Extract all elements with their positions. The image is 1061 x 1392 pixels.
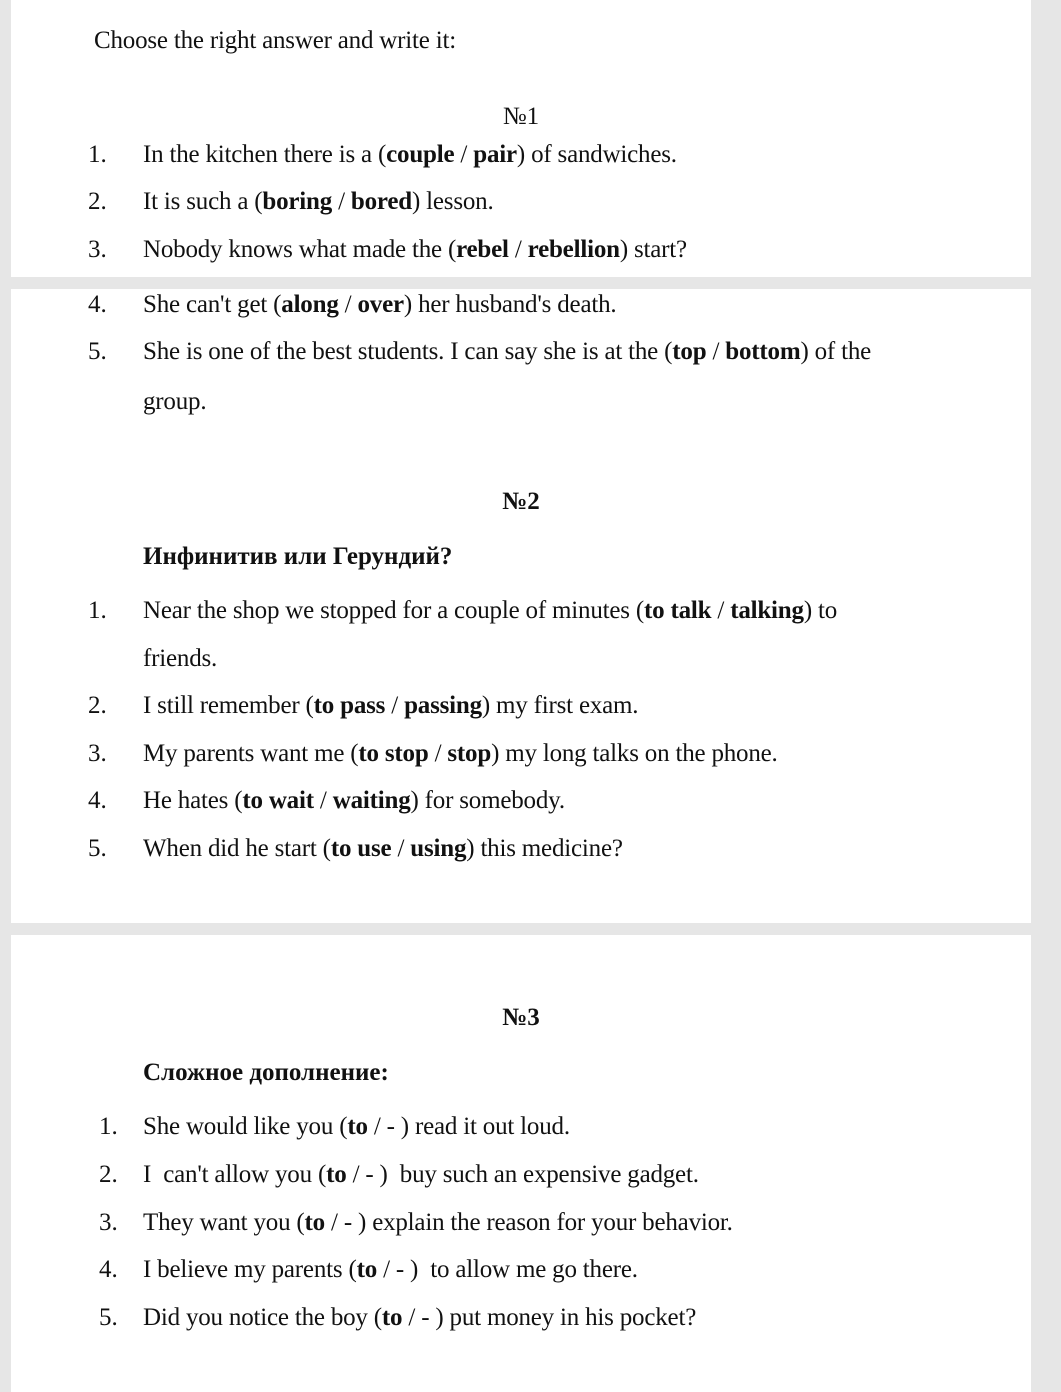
item-number: 4. — [99, 1256, 118, 1283]
page-panel-3 — [11, 935, 1031, 1392]
item-text: It is such a (boring / bored) lesson. — [143, 188, 494, 215]
item-text: She would like you (to / - ) read it out loud. — [143, 1113, 570, 1140]
item-text: Nobody knows what made the (rebel / rebellion) start? — [143, 236, 687, 263]
item-number: 1. — [99, 1113, 118, 1140]
item-text: I believe my parents (to / - ) to allow me go there. — [143, 1256, 638, 1283]
item-number: 5. — [88, 338, 107, 365]
section-3-heading: Сложное дополнение: — [143, 1059, 389, 1086]
item-text: She is one of the best students. I can say she is at the (top / bottom) of the — [143, 338, 872, 365]
item-number: 2. — [99, 1161, 118, 1188]
item-number: 4. — [88, 787, 107, 814]
item-text-continued: group. — [143, 388, 207, 415]
item-number: 2. — [88, 692, 107, 719]
page-panel-1 — [11, 0, 1031, 277]
page-panel-2 — [11, 289, 1031, 923]
item-text: He hates (to wait / waiting) for somebody. — [143, 787, 565, 814]
item-text: Near the shop we stopped for a couple of minutes (to talk / talking) to — [143, 597, 838, 624]
item-text: In the kitchen there is a (couple / pair) of sandwiches. — [143, 141, 677, 168]
item-number: 5. — [88, 835, 107, 862]
item-text: I can't allow you (to / - ) buy such an expensive gadget. — [143, 1161, 699, 1188]
item-text: My parents want me (to stop / stop) my long talks on the phone. — [143, 740, 778, 767]
item-text: She can't get (along / over) her husband's death. — [143, 291, 617, 318]
section-2-title: №2 — [502, 488, 540, 515]
item-text: When did he start (to use / using) this medicine? — [143, 835, 623, 862]
section-2-heading: Инфинитив или Герундий? — [143, 543, 453, 570]
item-number: 4. — [88, 291, 107, 318]
item-number: 3. — [88, 740, 107, 767]
section-3-title: №3 — [502, 1004, 540, 1031]
instruction-text: Choose the right answer and write it: — [94, 27, 456, 54]
item-text: I still remember (to pass / passing) my first exam. — [143, 692, 639, 719]
item-number: 3. — [99, 1209, 118, 1236]
item-text: Did you notice the boy (to / - ) put money in his pocket? — [143, 1304, 697, 1331]
item-text: They want you (to / - ) explain the reason for your behavior. — [143, 1209, 733, 1236]
item-number: 1. — [88, 597, 107, 624]
item-number: 1. — [88, 141, 107, 168]
item-number: 2. — [88, 188, 107, 215]
section-1-title: №1 — [502, 103, 540, 130]
item-number: 3. — [88, 236, 107, 263]
item-text-continued: friends. — [143, 645, 218, 672]
item-number: 5. — [99, 1304, 118, 1331]
